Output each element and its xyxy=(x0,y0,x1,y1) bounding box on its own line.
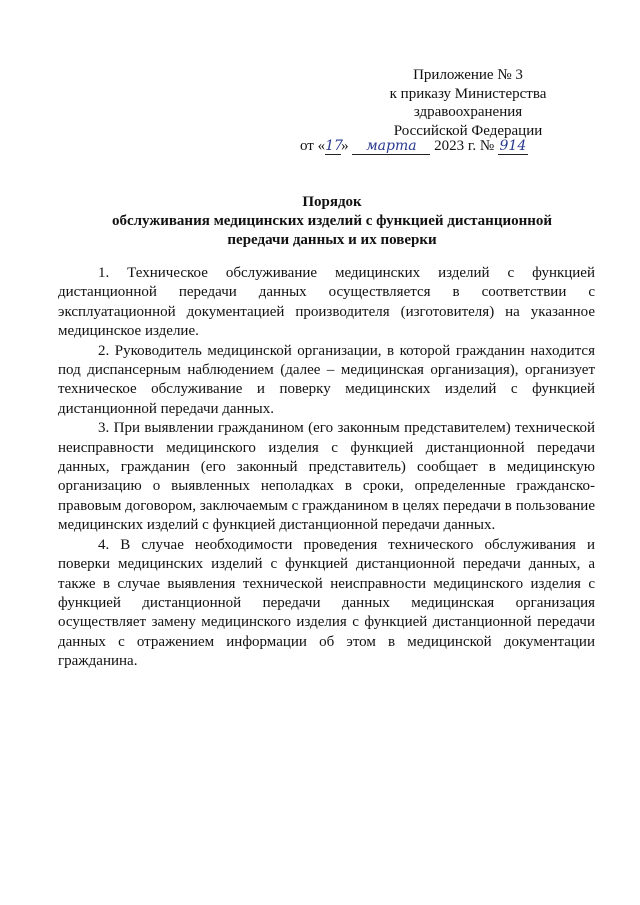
appendix-ministry: здравоохранения xyxy=(413,104,523,120)
title-line-1: Порядок xyxy=(302,194,362,210)
handwritten-day: 17 xyxy=(325,138,343,154)
paragraph-4: 4. В случае необходимости проведения технического обслуживания и поверки медицинских изделий с функцией дистанционной передачи данных, а также в случае выявления технической неисправности медицинского изделия с функцией дистанционной передачи данных медицинская организация осуществляет замену медицинского изделия с функцией дистанционной передачи данных с отражением информации об этом в медицинской документации гражданина. xyxy=(58,536,595,670)
appendix-order-ref: к приказу Министерства xyxy=(389,85,547,102)
appendix-country: Российской Федерации xyxy=(393,122,543,139)
title-line-3: передачи данных и их поверки xyxy=(227,232,437,248)
paragraph-3: 3. При выявлении гражданином (его законным представителем) технической неисправности медицинского изделия с функцией дистанционной передачи данных, гражданин (его законный представитель) сообщает в медицинскую организацию о выявленных неполадках в сроки, определенные гражданско-правовым договором, заключаемым с гражданином в целях передачи в пользование медицинских изделий с функцией дистанционной передачи данных. xyxy=(58,420,595,534)
document-body xyxy=(58,264,595,672)
date-mid: » xyxy=(341,138,349,154)
order-date-line xyxy=(300,137,600,155)
date-year: 2023 г. № xyxy=(434,138,495,154)
handwritten-month: марта xyxy=(352,138,430,155)
appendix-number: Приложение № 3 xyxy=(413,67,523,83)
handwritten-order-number: 914 xyxy=(499,138,527,154)
paragraph-1: 1. Техническое обслуживание медицинских изделий с функцией дистанционной передачи данных осуществляется в соответствии с эксплуатационной документацией производителя (изготовителя) на указанное медицинское изделие. xyxy=(58,265,595,340)
document-title xyxy=(84,193,580,250)
date-prefix: от « xyxy=(300,138,326,154)
title-line-2: обслуживания медицинских изделий с функцией дистанционной xyxy=(111,213,553,229)
appendix-header xyxy=(320,66,616,140)
paragraph-2: 2. Руководитель медицинской организации, в которой гражданин находится под диспансерным наблюдением (далее – медицинская организация), организует техническое обслуживание и поверку медицинских изделий с функцией дистанционной передачи данных. xyxy=(58,342,595,417)
